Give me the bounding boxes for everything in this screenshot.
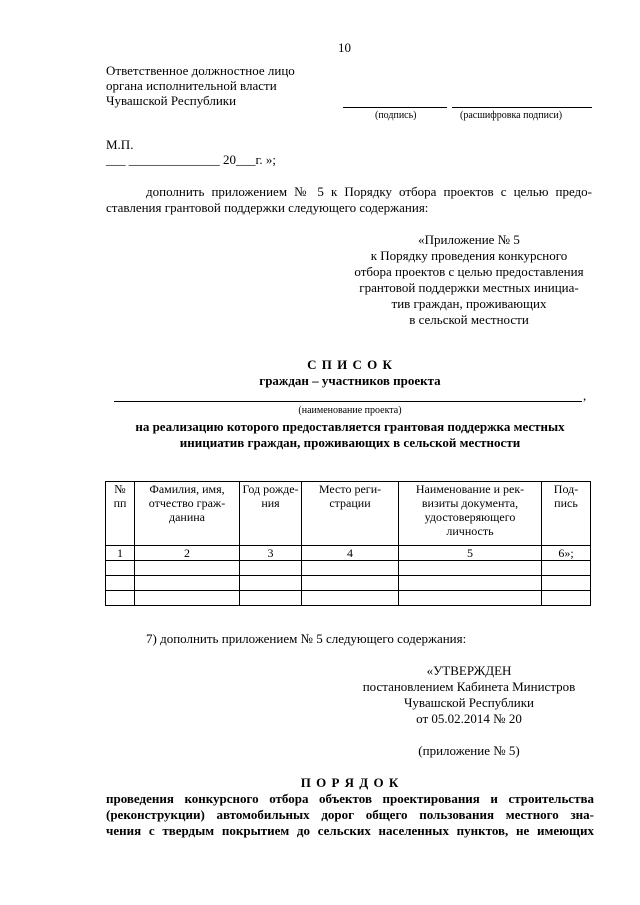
appendix-line3: отбора проектов с целью предоставления <box>354 264 584 279</box>
header-signature: Под-пись <box>542 482 591 546</box>
table-cell <box>302 561 399 576</box>
approved-line1: «УТВЕРЖДЕН <box>426 663 512 678</box>
signature-official-line2: органа исполнительной власти <box>106 78 277 93</box>
project-line-comma: , <box>583 388 587 403</box>
table-number-row <box>106 546 591 561</box>
date-line: ___ ______________ 20___г. »; <box>106 152 276 167</box>
table-cell <box>240 591 302 606</box>
signature-caption: (подпись) <box>375 110 417 121</box>
signature-official-line1: Ответственное должностное лицо <box>106 63 295 78</box>
table-cell <box>542 591 591 606</box>
approved-line4: от 05.02.2014 № 20 <box>416 711 522 726</box>
appendix-line4: грантовой поддержки местных инициа- <box>359 280 579 295</box>
table-row <box>106 561 591 576</box>
column-number-6: 6»; <box>542 546 591 561</box>
order-title: П О Р Я Д О К <box>300 775 400 790</box>
appendix-line2: к Порядку проведения конкурсного <box>370 248 568 263</box>
table-cell <box>106 591 135 606</box>
table-cell <box>135 576 240 591</box>
participants-table <box>105 481 591 606</box>
signature-line <box>343 107 447 108</box>
header-number: № пп <box>106 482 135 546</box>
transcript-line <box>452 107 592 108</box>
approved-appendix: (приложение № 5) <box>418 743 520 758</box>
table-cell <box>135 561 240 576</box>
header-registration: Место реги-страции <box>302 482 399 546</box>
header-full-name: Фамилия, имя, отчество граж-данина <box>135 482 240 546</box>
project-caption: (наименование проекта) <box>298 405 402 416</box>
table-row <box>106 576 591 591</box>
column-number-1: 1 <box>106 546 135 561</box>
order-text-line3: чения с твердым покрытием до сельских населенных пунктов, не имеющих <box>106 823 594 838</box>
table-cell <box>399 591 542 606</box>
approved-line2: постановлением Кабинета Министров <box>362 679 576 694</box>
list-purpose-line2: инициатив граждан, проживающих в сельской местности <box>179 435 521 450</box>
table-row <box>106 591 591 606</box>
header-id-document: Наименование и рек-визиты документа, удостоверяющего личность <box>399 482 542 546</box>
header-birth-year: Год рожде-ния <box>240 482 302 546</box>
table-cell <box>135 591 240 606</box>
para1-line1: дополнить приложением № 5 к Порядку отбора проектов с целью предо- <box>146 184 592 199</box>
list-title: С П И С О К <box>307 357 393 372</box>
table-cell <box>542 561 591 576</box>
table-cell <box>399 576 542 591</box>
table-cell <box>302 591 399 606</box>
stamp-mp: М.П. <box>106 137 134 152</box>
table-header-row <box>106 482 591 546</box>
order-text-line2: (реконструкции) автомобильных дорог общего пользования местного зна- <box>106 807 594 822</box>
order-text-line1: проведения конкурсного отбора объектов проектирования и строительства <box>106 791 594 806</box>
para1-line2: ставления грантовой поддержки следующего содержания: <box>106 200 429 215</box>
appendix-line1: «Приложение № 5 <box>418 232 520 247</box>
project-name-line <box>114 401 582 402</box>
table-cell <box>106 576 135 591</box>
approved-line3: Чувашской Республики <box>403 695 535 710</box>
table-cell <box>240 576 302 591</box>
list-purpose-line1: на реализацию которого предоставляется грантовая поддержка местных <box>135 419 565 434</box>
transcript-caption: (расшифровка подписи) <box>460 110 563 121</box>
column-number-5: 5 <box>399 546 542 561</box>
table-cell <box>399 561 542 576</box>
column-number-2: 2 <box>135 546 240 561</box>
list-subtitle: граждан – участников проекта <box>259 373 441 388</box>
appendix-line5: тив граждан, проживающих <box>391 296 547 311</box>
column-number-4: 4 <box>302 546 399 561</box>
appendix-line6: в сельской местности <box>409 312 529 327</box>
table-cell <box>240 561 302 576</box>
page-number: 10 <box>338 40 351 55</box>
para2: 7) дополнить приложением № 5 следующего содержания: <box>146 631 467 646</box>
table-cell <box>302 576 399 591</box>
signature-official-line3: Чувашской Республики <box>106 93 237 108</box>
table-cell <box>106 561 135 576</box>
table-cell <box>542 576 591 591</box>
column-number-3: 3 <box>240 546 302 561</box>
